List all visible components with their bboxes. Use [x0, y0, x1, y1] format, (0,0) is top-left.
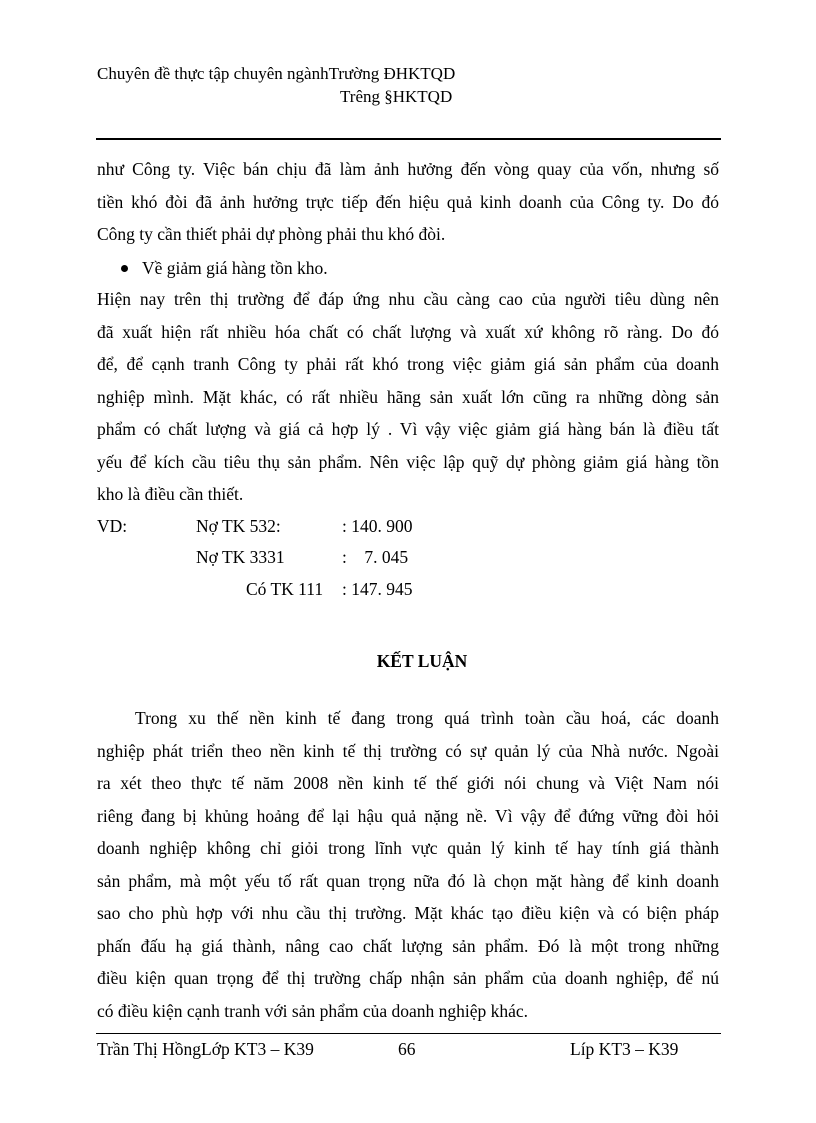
- text-line: nghiệp mình. Mặt khác, có rất nhiều hãng sản xuất lớn cũng ra những dòng sản: [97, 386, 719, 407]
- text-line: kho là điều cần thiết.: [97, 484, 244, 504]
- bullet-icon: [121, 265, 128, 272]
- text-line: doanh nghiệp không chỉ giỏi trong lĩnh vực quản lý kinh tế hay tính giá thành: [97, 838, 719, 858]
- footer-class: Líp KT3 – K39: [570, 1039, 679, 1059]
- text-line: để, để cạnh tranh Công ty phải rất khó trong việc giảm giá sản phẩm của doanh: [97, 354, 719, 374]
- text-line: phấn đấu hạ giá thành, nâng cao chất lượng sản phẩm. Đó là một trong những: [97, 935, 719, 956]
- header-subtitle: Trêng §HKTQD: [340, 87, 453, 106]
- text-line: điều kiện quan trọng để thị trường chấp nhận sản phẩm của doanh nghiệp, để nú: [97, 968, 719, 988]
- paragraph-2: [97, 283, 719, 511]
- text-line: nghiệp phát triển theo nền kinh tế thị trường có sự quản lý của Nhà nước. Ngoài: [97, 740, 719, 761]
- example-account: Nợ TK 3331: [196, 547, 285, 567]
- example-account: Nợ TK 532:: [196, 516, 281, 536]
- example-value: : 147. 945: [342, 579, 413, 599]
- section-title: KẾT LUẬN: [376, 651, 468, 671]
- text-line: Trong xu thế nền kinh tế đang trong quá trình toàn cầu hoá, các doanh: [135, 708, 719, 728]
- text-line: sản phẩm, mà một yếu tố rất quan trọng nữa đó là chọn mặt hàng để kinh doanh: [97, 870, 719, 891]
- paragraph-3: [97, 702, 719, 1027]
- example-account: Có TK 111: [246, 579, 324, 599]
- text-line: như Công ty. Việc bán chịu đã làm ảnh hưởng đến vòng quay của vốn, nhưng số: [97, 159, 719, 179]
- text-line: Hiện nay trên thị trường để đáp ứng nhu cầu càng cao của người tiêu dùng nên: [97, 289, 719, 309]
- text-line: có điều kiện cạnh tranh với sản phẩm của doanh nghiệp khác.: [97, 1000, 529, 1021]
- text-line: đã xuất hiện rất nhiều hóa chất có chất lượng và xuất xứ không rõ ràng. Do đó: [97, 321, 719, 342]
- text-line: phẩm có chất lượng và giá cả hợp lý . Vì vậy việc giảm giá hàng bán là điều tất: [97, 419, 719, 439]
- bullet-text: Về giảm giá hàng tồn kho.: [142, 258, 328, 278]
- footer-author: Trần Thị HồngLớp KT3 – K39: [97, 1039, 314, 1059]
- example-value: : 7. 045: [342, 547, 409, 567]
- text-line: tiền khó đòi đã ảnh hưởng trực tiếp đến hiệu quả kinh doanh của Công ty. Do đó: [97, 191, 719, 212]
- text-line: yếu để kích cầu tiêu thụ sản phẩm. Nên việc lập quỹ dự phòng giảm giá hàng tồn: [97, 451, 719, 472]
- bullet-item: [97, 252, 328, 284]
- example-label: VD:: [97, 516, 128, 536]
- header-title: Chuyên đề thực tập chuyên ngànhTrường ĐHKTQD: [97, 64, 456, 83]
- page-number: 66: [398, 1039, 416, 1059]
- header-rule: [96, 138, 721, 140]
- paragraph-1: [97, 153, 719, 251]
- text-line: ra xét theo thực tế năm 2008 nền kinh tế thế giới nói chung và Việt Nam nói: [97, 773, 719, 793]
- text-line: riêng đang bị khủng hoảng để lại hậu quả nặng nề. Vì vậy để đứng vững đòi hỏi: [97, 805, 719, 826]
- text-line: Công ty cần thiết phải dự phòng phải thu khó đòi.: [97, 224, 446, 244]
- footer-rule: [96, 1033, 721, 1034]
- text-line: sao cho phù hợp với nhu cầu thị trường. Mặt khác tạo điều kiện và có biện pháp: [97, 903, 719, 923]
- example-value: : 140. 900: [342, 516, 413, 536]
